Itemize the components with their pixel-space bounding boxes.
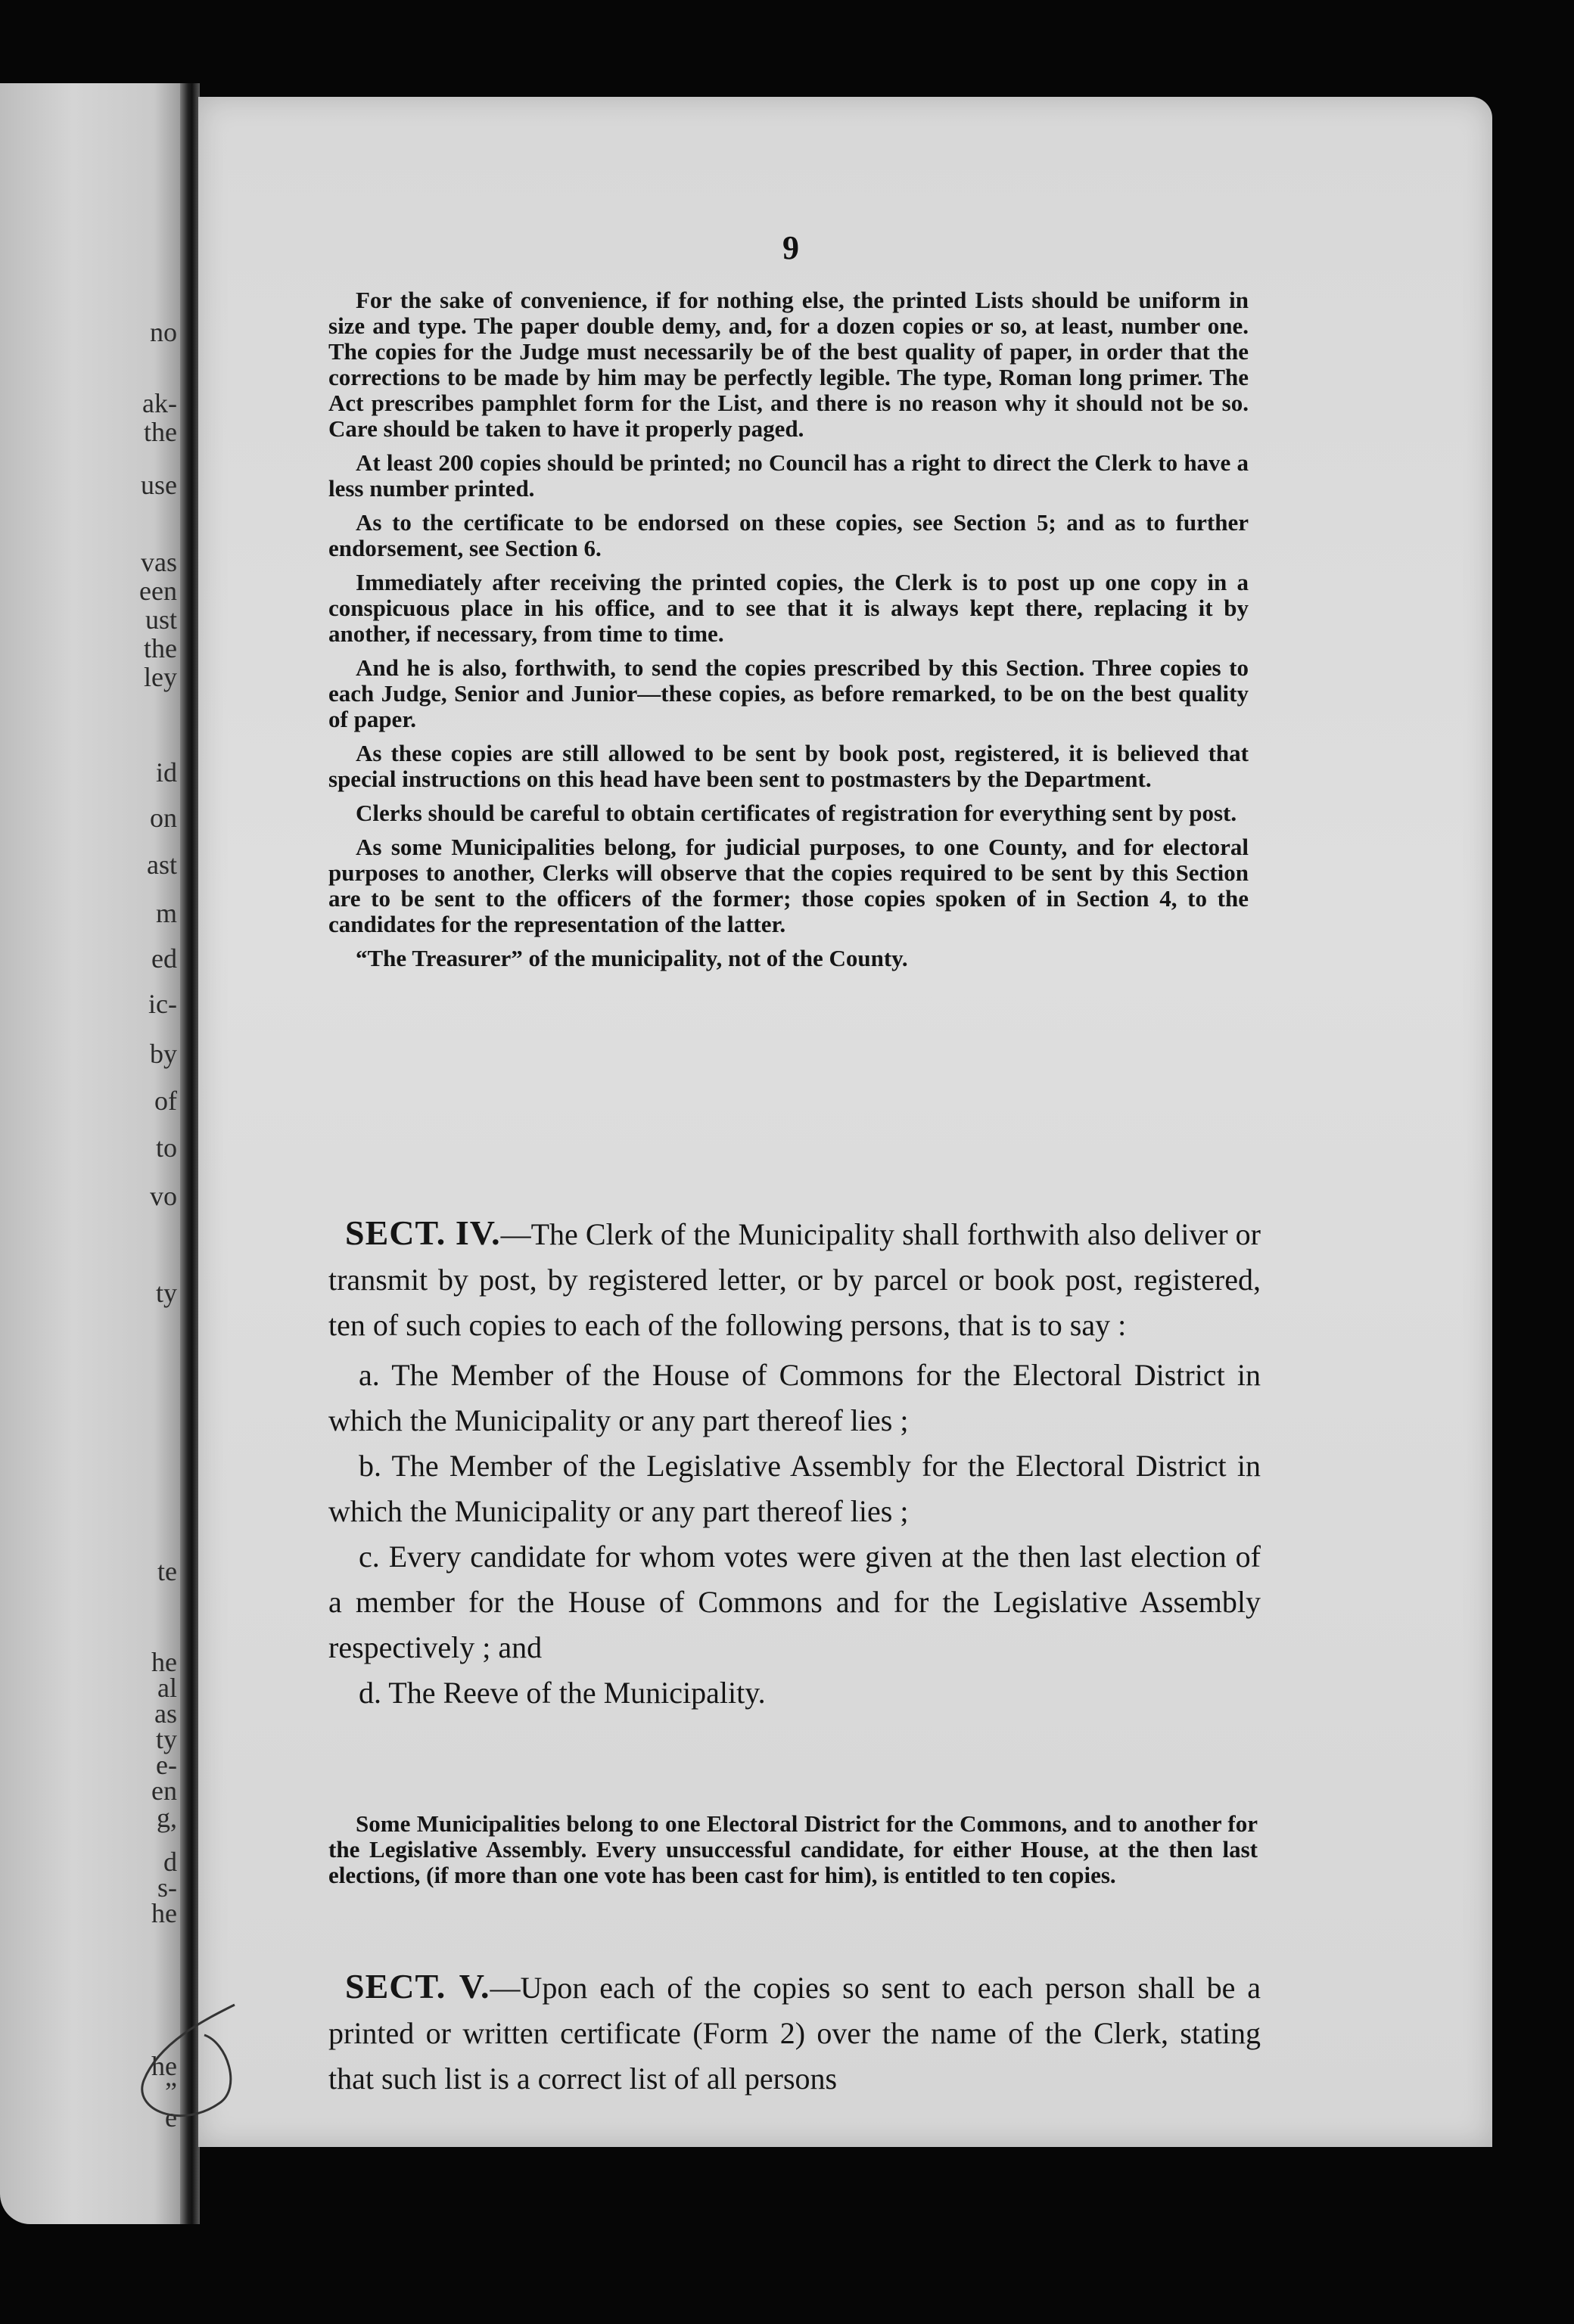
binding-gutter: [180, 83, 200, 2224]
margin-fragment: id: [155, 757, 177, 788]
note-paragraph: At least 200 copies should be printed; no Council has a right to direct the Clerk to have a less number printed.: [328, 449, 1249, 502]
section-5-text: —Upon each of the copies so sent to each person shall be a printed or written certificate (Form 2) over the name of the Clerk, stating that such list is a correct list of all persons: [328, 1971, 1261, 2096]
margin-fragment: te: [157, 1556, 177, 1586]
section-5-text-block: [328, 1964, 1261, 2102]
margin-fragment: on: [150, 803, 177, 833]
facing-page-edge: [0, 83, 182, 2224]
note-paragraph: For the sake of convenience, if for nothing else, the printed Lists should be uniform in size and type. The paper double demy, and, for a dozen copies or so, at least, number one. The copies for the Judge must necessarily be of the best quality of paper, in order that the corrections to be made by him may be perfectly legible. The type, Roman long primer. The Act prescribes pamphlet form for the List, and there is no reason why it should not be so. Care should be taken to have it properly paged.: [328, 287, 1249, 442]
page-number: 9: [782, 229, 799, 266]
margin-fragment: to: [155, 1132, 177, 1163]
section-4-note-text: Some Municipalities belong to one Electoral District for the Commons, and to another for the Legislative Assembly. Every unsuccessful candidate, for either House, at the then last elections, (if more than one vote has been cast for him), is entitled to ten copies.: [328, 1810, 1258, 1888]
note-paragraph: As these copies are still allowed to be sent by book post, registered, it is believed that special instructions on this head have been sent to postmasters by the Department.: [328, 740, 1249, 792]
margin-fragment: al: [157, 1673, 177, 1703]
margin-fragment: ast: [147, 850, 177, 880]
section-4-text: —The Clerk of the Municipality shall forthwith also deliver or transmit by post, by registered letter, or by parcel or book post, registered, ten of such copies to each of the following persons, that is to say :: [328, 1217, 1261, 1342]
section-4-heading: SECT. IV.: [345, 1213, 501, 1252]
margin-fragment: s-: [157, 1872, 177, 1903]
margin-fragment: een: [139, 576, 177, 606]
note-paragraph: “The Treasurer” of the municipality, not of the County.: [356, 945, 908, 971]
section-4-item-d: d. The Reeve of the Municipality.: [359, 1676, 766, 1710]
margin-fragment: g,: [157, 1803, 177, 1833]
section-4: [328, 1210, 1261, 1716]
section-4-item-b: b. The Member of the Legislative Assembly for the Electoral District in which the Municipality or any part thereof lies ;: [328, 1449, 1261, 1528]
section-4-item-a: a. The Member of the House of Commons for the Electoral District in which the Municipality or any part thereof lies ;: [328, 1358, 1261, 1437]
margin-fragment: d: [163, 1847, 177, 1877]
margin-fragment: ley: [144, 662, 177, 692]
section-4-note: [328, 1811, 1258, 1888]
margin-fragment: by: [150, 1039, 177, 1069]
margin-fragment: he: [151, 2051, 177, 2081]
margin-fragment: use: [141, 470, 177, 500]
margin-fragment: ed: [151, 943, 177, 974]
margin-fragment: the: [144, 633, 177, 663]
section-4-item-c: c. Every candidate for whom votes were given at the then last election of a member for the House of Commons and for the Legislative Assembly respectively ; and: [328, 1539, 1261, 1664]
note-paragraph: Clerks should be careful to obtain certificates of registration for everything sent by post.: [356, 800, 1237, 826]
margin-fragment: ic-: [148, 989, 177, 1019]
margin-fragment: vas: [141, 547, 177, 577]
margin-fragment: m: [155, 898, 177, 928]
margin-fragment: he: [151, 1647, 177, 1677]
note-paragraph: Immediately after receiving the printed copies, the Clerk is to post up one copy in a conspicuous place in his office, and to see that it is always kept there, replacing it by another, if necessary, from time to time.: [328, 569, 1249, 647]
note-paragraph: And he is also, forthwith, to send the copies prescribed by this Section. Three copies to each Judge, Senior and Junior—these copies, as before remarked, to be on the best quality of paper.: [328, 654, 1249, 732]
section-5-heading: SECT. V.: [345, 1967, 490, 2006]
margin-fragment: en: [151, 1776, 177, 1806]
margin-fragment: as: [154, 1698, 177, 1729]
note-paragraph: As to the certificate to be endorsed on these copies, see Section 5; and as to further endorsement, see Section 6.: [328, 509, 1249, 561]
margin-fragment: ”: [165, 2077, 177, 2107]
margin-fragment: no: [150, 317, 177, 347]
pen-loop-mark: [114, 1997, 265, 2133]
note-paragraph: As some Municipalities belong, for judicial purposes, to one County, and for electoral purposes to another, Clerks will observe that the copies required to be sent by this Section are to be sent to the officers of the former; those copies spoken of in Section 4, to the candidates for the representation of the latter.: [328, 834, 1249, 937]
margin-fragment: of: [154, 1086, 177, 1116]
margin-fragment: vo: [150, 1181, 177, 1211]
margin-fragment: the: [144, 417, 177, 447]
margin-fragment: ak-: [142, 388, 177, 418]
margin-fragment: ty: [155, 1278, 177, 1308]
commentary-notes: [328, 287, 1249, 980]
margin-fragment: he: [151, 1898, 177, 1928]
margin-fragment: e: [165, 2102, 177, 2133]
section-4-intro: [328, 1210, 1261, 1348]
section-5: [328, 1964, 1261, 2102]
margin-fragment: ty: [155, 1724, 177, 1754]
margin-fragment: e-: [156, 1750, 177, 1780]
margin-fragment: ust: [145, 604, 177, 635]
